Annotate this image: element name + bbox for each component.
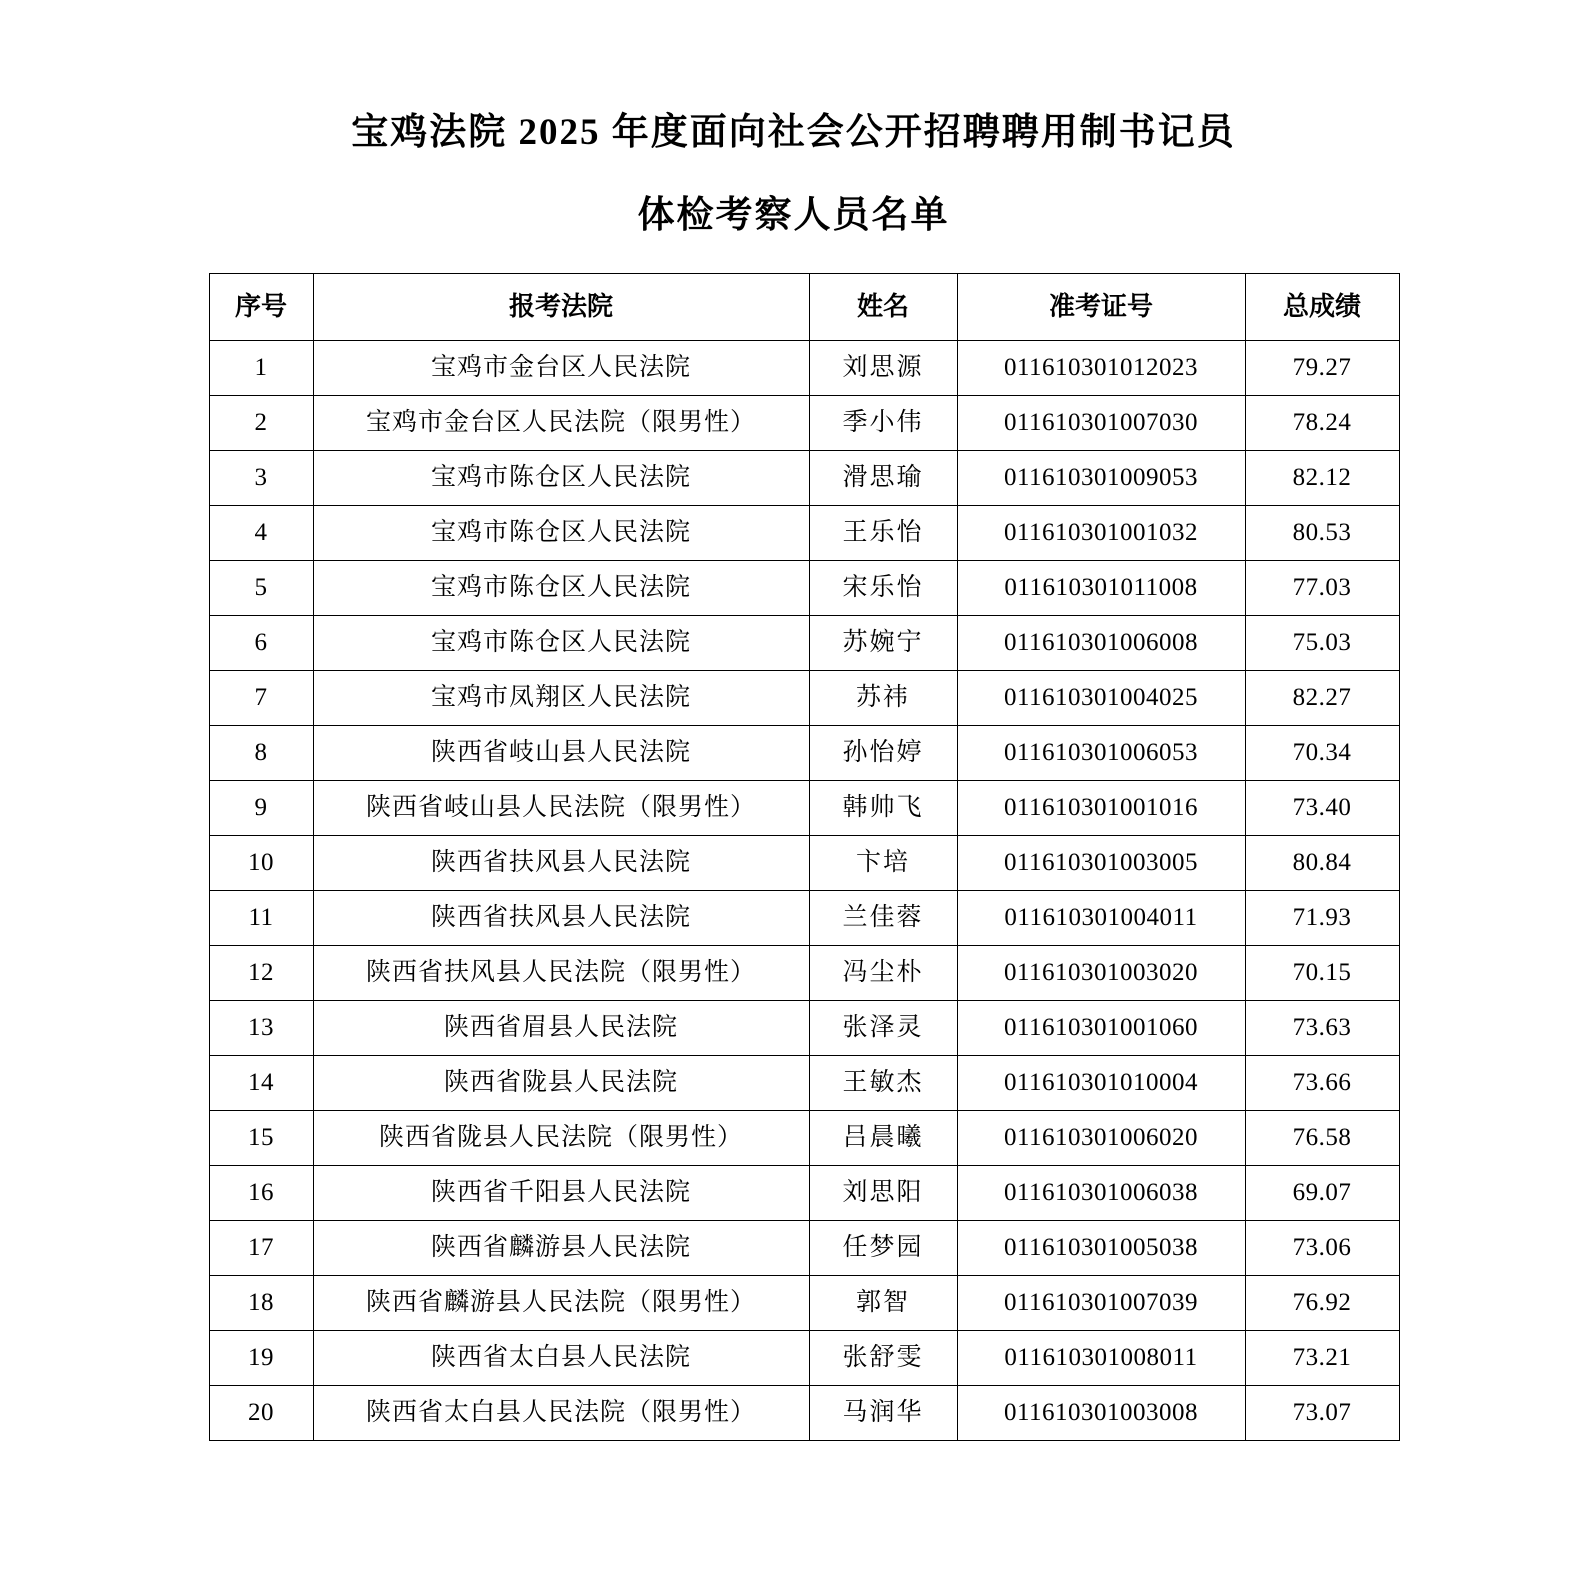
table-header-row: [209, 273, 1399, 340]
table-body: [209, 340, 1399, 1440]
cell-name: 季小伟: [809, 395, 957, 450]
cell-score: 73.07: [1245, 1385, 1399, 1440]
cell-score: 71.93: [1245, 890, 1399, 945]
cell-ticket: 011610301001060: [957, 1000, 1245, 1055]
cell-index: 16: [209, 1165, 313, 1220]
cell-court: 宝鸡市陈仓区人民法院: [313, 450, 809, 505]
cell-ticket: 011610301001032: [957, 505, 1245, 560]
cell-court: 宝鸡市凤翔区人民法院: [313, 670, 809, 725]
roster-table: [209, 273, 1400, 1441]
cell-ticket: 011610301004025: [957, 670, 1245, 725]
cell-score: 80.84: [1245, 835, 1399, 890]
cell-index: 17: [209, 1220, 313, 1275]
cell-score: 77.03: [1245, 560, 1399, 615]
cell-name: 孙怡婷: [809, 725, 957, 780]
cell-ticket: 011610301007039: [957, 1275, 1245, 1330]
cell-index: 8: [209, 725, 313, 780]
table-row: [209, 1055, 1399, 1110]
cell-name: 兰佳蓉: [809, 890, 957, 945]
cell-score: 80.53: [1245, 505, 1399, 560]
table-row: [209, 835, 1399, 890]
table-row: [209, 505, 1399, 560]
cell-court: 宝鸡市金台区人民法院: [313, 340, 809, 395]
cell-ticket: 011610301010004: [957, 1055, 1245, 1110]
table-row: [209, 615, 1399, 670]
cell-score: 70.15: [1245, 945, 1399, 1000]
cell-court: 陕西省千阳县人民法院: [313, 1165, 809, 1220]
cell-index: 5: [209, 560, 313, 615]
cell-ticket: 011610301004011: [957, 890, 1245, 945]
cell-index: 11: [209, 890, 313, 945]
cell-index: 9: [209, 780, 313, 835]
cell-court: 陕西省扶风县人民法院: [313, 890, 809, 945]
table-row: [209, 450, 1399, 505]
cell-ticket: 011610301006020: [957, 1110, 1245, 1165]
cell-ticket: 011610301012023: [957, 340, 1245, 395]
cell-score: 70.34: [1245, 725, 1399, 780]
cell-ticket: 011610301003020: [957, 945, 1245, 1000]
cell-index: 13: [209, 1000, 313, 1055]
cell-court: 陕西省岐山县人民法院（限男性）: [313, 780, 809, 835]
cell-name: 宋乐怡: [809, 560, 957, 615]
cell-index: 20: [209, 1385, 313, 1440]
cell-court: 陕西省扶风县人民法院（限男性）: [313, 945, 809, 1000]
page-title: [0, 0, 1587, 245]
cell-court: 宝鸡市陈仓区人民法院: [313, 505, 809, 560]
cell-score: 76.58: [1245, 1110, 1399, 1165]
column-header-score: 总成绩: [1245, 273, 1399, 340]
cell-name: 张泽灵: [809, 1000, 957, 1055]
cell-ticket: 011610301006008: [957, 615, 1245, 670]
cell-court: 陕西省陇县人民法院（限男性）: [313, 1110, 809, 1165]
page-title-line-1: 宝鸡法院 2025 年度面向社会公开招聘聘用制书记员: [351, 112, 1236, 153]
cell-ticket: 011610301011008: [957, 560, 1245, 615]
cell-court: 陕西省眉县人民法院: [313, 1000, 809, 1055]
cell-court: 宝鸡市金台区人民法院（限男性）: [313, 395, 809, 450]
cell-score: 73.63: [1245, 1000, 1399, 1055]
cell-name: 滑思瑜: [809, 450, 957, 505]
cell-score: 78.24: [1245, 395, 1399, 450]
cell-ticket: 011610301003005: [957, 835, 1245, 890]
cell-name: 王乐怡: [809, 505, 957, 560]
cell-ticket: 011610301003008: [957, 1385, 1245, 1440]
cell-ticket: 011610301001016: [957, 780, 1245, 835]
cell-court: 陕西省岐山县人民法院: [313, 725, 809, 780]
column-header-name: 姓名: [809, 273, 957, 340]
column-header-index: 序号: [209, 273, 313, 340]
table-row: [209, 1000, 1399, 1055]
table-row: [209, 340, 1399, 395]
cell-ticket: 011610301008011: [957, 1330, 1245, 1385]
column-header-court: 报考法院: [313, 273, 809, 340]
cell-score: 76.92: [1245, 1275, 1399, 1330]
cell-name: 任梦园: [809, 1220, 957, 1275]
table-row: [209, 1275, 1399, 1330]
cell-index: 18: [209, 1275, 313, 1330]
cell-index: 3: [209, 450, 313, 505]
cell-index: 14: [209, 1055, 313, 1110]
cell-name: 刘思源: [809, 340, 957, 395]
table-row: [209, 1220, 1399, 1275]
cell-name: 郭智: [809, 1275, 957, 1330]
cell-name: 刘思阳: [809, 1165, 957, 1220]
table-row: [209, 945, 1399, 1000]
cell-ticket: 011610301007030: [957, 395, 1245, 450]
table-row: [209, 1165, 1399, 1220]
cell-score: 73.06: [1245, 1220, 1399, 1275]
table-row: [209, 1110, 1399, 1165]
page-title-line-2: 体检考察人员名单: [637, 195, 950, 237]
cell-index: 4: [209, 505, 313, 560]
cell-name: 韩帅飞: [809, 780, 957, 835]
table-header: [209, 273, 1399, 340]
cell-score: 73.40: [1245, 780, 1399, 835]
cell-index: 2: [209, 395, 313, 450]
cell-score: 79.27: [1245, 340, 1399, 395]
cell-court: 陕西省麟游县人民法院: [313, 1220, 809, 1275]
cell-court: 宝鸡市陈仓区人民法院: [313, 615, 809, 670]
roster-table-container: [209, 245, 1379, 1441]
cell-name: 苏婉宁: [809, 615, 957, 670]
table-row: [209, 890, 1399, 945]
cell-name: 张舒雯: [809, 1330, 957, 1385]
cell-name: 马润华: [809, 1385, 957, 1440]
cell-score: 82.27: [1245, 670, 1399, 725]
cell-index: 1: [209, 340, 313, 395]
cell-name: 苏祎: [809, 670, 957, 725]
cell-score: 82.12: [1245, 450, 1399, 505]
table-row: [209, 395, 1399, 450]
cell-name: 卞培: [809, 835, 957, 890]
cell-score: 69.07: [1245, 1165, 1399, 1220]
cell-index: 19: [209, 1330, 313, 1385]
cell-court: 陕西省扶风县人民法院: [313, 835, 809, 890]
cell-index: 10: [209, 835, 313, 890]
table-row: [209, 1330, 1399, 1385]
table-row: [209, 780, 1399, 835]
cell-index: 12: [209, 945, 313, 1000]
cell-index: 15: [209, 1110, 313, 1165]
cell-index: 7: [209, 670, 313, 725]
table-row: [209, 560, 1399, 615]
cell-court: 陕西省麟游县人民法院（限男性）: [313, 1275, 809, 1330]
cell-score: 75.03: [1245, 615, 1399, 670]
cell-name: 吕晨曦: [809, 1110, 957, 1165]
column-header-ticket: 准考证号: [957, 273, 1245, 340]
cell-name: 冯尘朴: [809, 945, 957, 1000]
cell-ticket: 011610301009053: [957, 450, 1245, 505]
cell-ticket: 011610301005038: [957, 1220, 1245, 1275]
cell-ticket: 011610301006038: [957, 1165, 1245, 1220]
table-row: [209, 1385, 1399, 1440]
cell-name: 王敏杰: [809, 1055, 957, 1110]
table-row: [209, 670, 1399, 725]
cell-ticket: 011610301006053: [957, 725, 1245, 780]
cell-index: 6: [209, 615, 313, 670]
cell-score: 73.21: [1245, 1330, 1399, 1385]
table-row: [209, 725, 1399, 780]
cell-court: 宝鸡市陈仓区人民法院: [313, 560, 809, 615]
cell-court: 陕西省陇县人民法院: [313, 1055, 809, 1110]
cell-court: 陕西省太白县人民法院: [313, 1330, 809, 1385]
cell-court: 陕西省太白县人民法院（限男性）: [313, 1385, 809, 1440]
cell-score: 73.66: [1245, 1055, 1399, 1110]
